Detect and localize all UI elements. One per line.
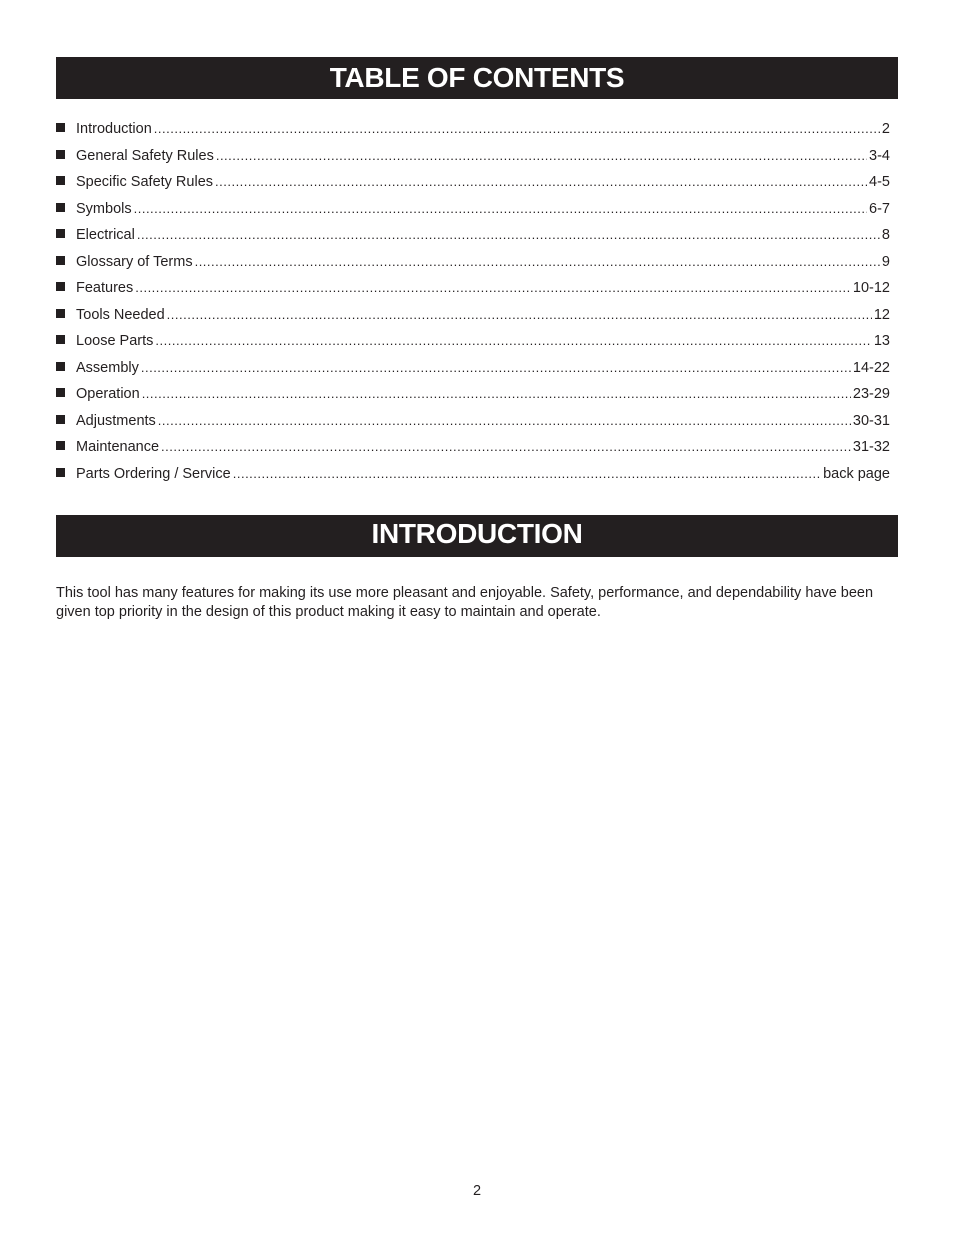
- toc-entry[interactable]: [56, 413, 890, 440]
- toc-entry-page: 30-31: [852, 412, 890, 429]
- toc-entry-page: 2: [881, 121, 890, 137]
- toc-dot-leader: [154, 121, 880, 136]
- square-bullet-icon: [56, 468, 65, 477]
- toc-entry[interactable]: [56, 227, 890, 254]
- square-bullet-icon: [56, 282, 65, 291]
- toc-entry-page: 13: [873, 333, 890, 349]
- toc-entry-page: 3-4: [869, 147, 890, 164]
- square-bullet-icon: [56, 415, 65, 424]
- toc-entry[interactable]: [56, 280, 890, 307]
- introduction-heading: INTRODUCTION: [56, 515, 898, 557]
- toc-entry-page: 8: [881, 227, 890, 243]
- toc-dot-leader: [167, 307, 872, 322]
- toc-entry-page: 12: [873, 306, 890, 323]
- square-bullet-icon: [56, 123, 65, 132]
- square-bullet-icon: [56, 441, 65, 450]
- toc-entry-title: General Safety Rules: [76, 147, 214, 164]
- page-number: 2: [472, 1183, 482, 1199]
- toc-dot-leader: [134, 201, 867, 216]
- toc-entry[interactable]: [56, 148, 890, 175]
- toc-entry-page: 9: [881, 253, 890, 270]
- toc-entry-page: 31-32: [852, 439, 890, 455]
- toc-entry-title: Introduction: [76, 121, 152, 137]
- toc-dot-leader: [137, 227, 880, 242]
- toc-entry[interactable]: [56, 254, 890, 281]
- toc-entry-page: 23-29: [852, 386, 890, 402]
- toc-entry[interactable]: [56, 174, 890, 201]
- toc-entry-title: Operation: [76, 386, 140, 402]
- square-bullet-icon: [56, 176, 65, 185]
- toc-entry-title: Electrical: [76, 227, 135, 243]
- toc-entry-title: Specific Safety Rules: [76, 174, 214, 190]
- toc-entry[interactable]: [56, 201, 890, 228]
- toc-dot-leader: [215, 174, 867, 189]
- toc-entry-title: Assembly: [76, 359, 139, 376]
- square-bullet-icon: [56, 256, 65, 265]
- toc-entry-title: Features: [76, 280, 134, 296]
- toc-dot-leader: [233, 466, 821, 481]
- toc-entry[interactable]: [56, 333, 890, 360]
- toc-entry-title: Symbols: [76, 200, 132, 217]
- toc-entry[interactable]: [56, 386, 890, 413]
- toc-entry[interactable]: [56, 121, 890, 148]
- toc-entry[interactable]: [56, 466, 890, 493]
- square-bullet-icon: [56, 362, 65, 371]
- toc-dot-leader: [195, 254, 880, 269]
- toc-entry[interactable]: [56, 307, 890, 334]
- toc-dot-leader: [158, 413, 851, 428]
- toc-entry-page: 14-22: [852, 359, 890, 376]
- toc-entry-page: 6-7: [869, 200, 890, 217]
- toc-entry-title: Maintenance: [76, 439, 160, 455]
- toc-dot-leader: [155, 333, 871, 348]
- toc-entry-title: Tools Needed: [76, 306, 165, 323]
- toc-dot-leader: [141, 360, 851, 375]
- square-bullet-icon: [56, 203, 65, 212]
- toc-entry-page: 4-5: [869, 174, 890, 190]
- toc-heading: TABLE OF CONTENTS: [56, 57, 898, 99]
- square-bullet-icon: [56, 229, 65, 238]
- toc-list: [56, 121, 890, 492]
- toc-entry-page: 10-12: [852, 280, 890, 296]
- toc-dot-leader: [161, 439, 851, 454]
- toc-entry-title: Loose Parts: [76, 333, 154, 349]
- toc-entry-page: back page: [823, 465, 890, 482]
- square-bullet-icon: [56, 309, 65, 318]
- toc-dot-leader: [142, 386, 851, 401]
- toc-entry-title: Glossary of Terms: [76, 253, 193, 270]
- toc-dot-leader: [135, 280, 851, 295]
- toc-entry-title: Parts Ordering / Service: [76, 465, 231, 482]
- square-bullet-icon: [56, 335, 65, 344]
- introduction-body: This tool has many features for making its use more pleasant and enjoyable. Safety, performance, and dependability have been given top priority in the design of this product making it easy to maintain and operate.: [56, 585, 874, 620]
- toc-dot-leader: [216, 148, 867, 163]
- toc-entry-title: Adjustments: [76, 412, 156, 429]
- square-bullet-icon: [56, 150, 65, 159]
- square-bullet-icon: [56, 388, 65, 397]
- toc-entry[interactable]: [56, 360, 890, 387]
- toc-entry[interactable]: [56, 439, 890, 466]
